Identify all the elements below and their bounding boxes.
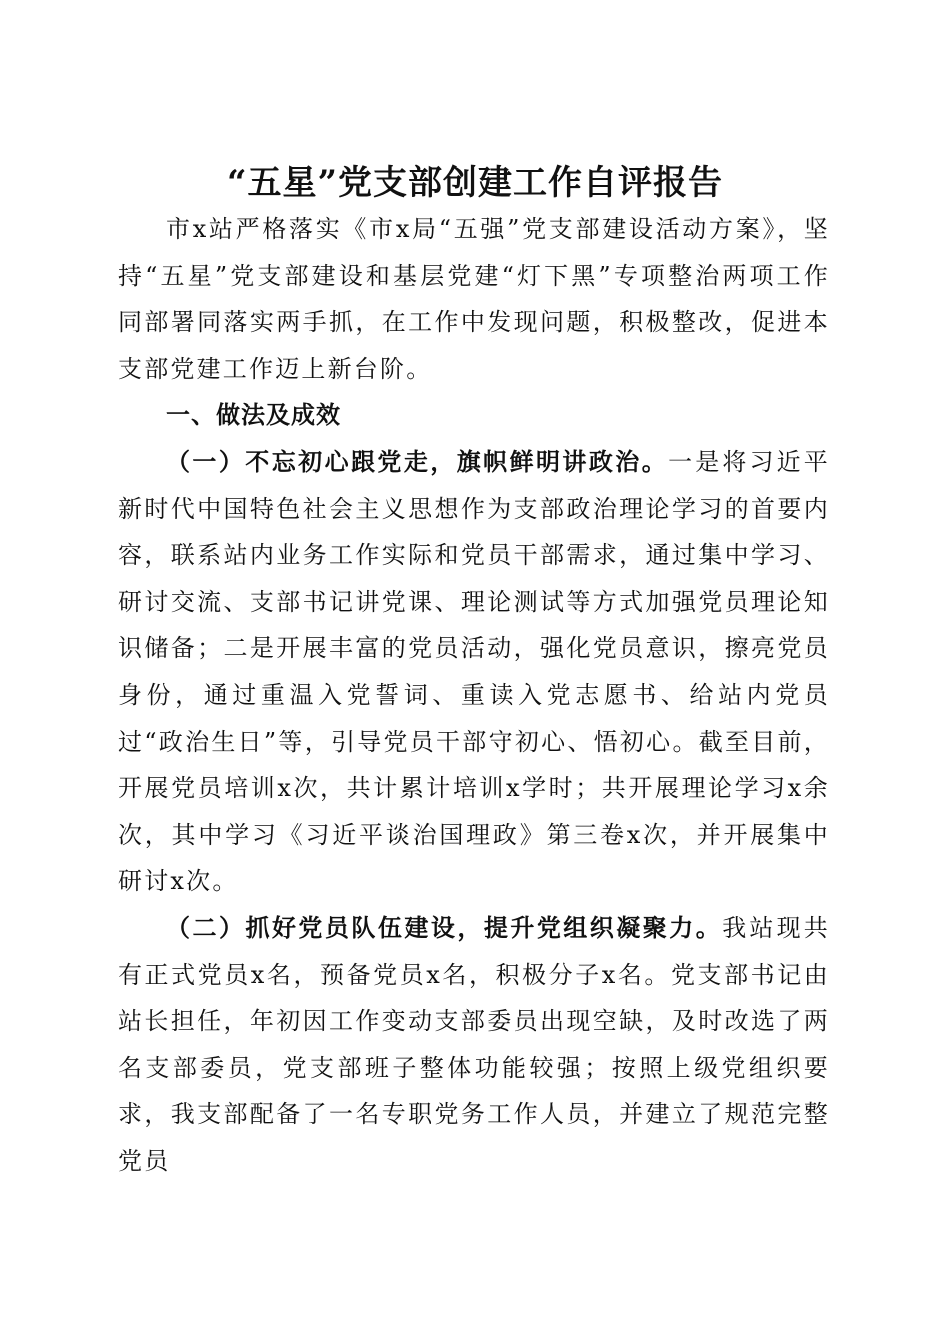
document-title: “五星”党支部创建工作自评报告 [226, 162, 724, 203]
subsection-lead-2: （二）抓好党员队伍建设，提升党组织凝聚力。 [166, 912, 723, 942]
subsection-lead-1: （一）不忘初心跟党走，旗帜鲜明讲政治。 [166, 446, 669, 476]
subsection-paragraph-2 [118, 905, 830, 1185]
document-body [118, 206, 830, 1184]
subsection-paragraph-1 [118, 439, 830, 905]
subsection-text-1: 一是将习近平新时代中国特色社会主义思想作为支部政治理论学习的首要内容，联系站内业务工作实际和党员干部需求，通过集中学习、研讨交流、支部书记讲党课、理论测试等方式加强党员理论知识储备；二是开展丰富的党员活动，强化党员意识，擦亮党员身份，通过重温入党誓词、重读入党志愿书、给站内党员过“政治生日”等，引导党员干部守初心、悟初心。截至目前，开展党员培训x次，共计累计培训x学时；共开展理论学习x余次，其中学习《习近平谈治国理政》第三卷x次，并开展集中研讨x次。 [118, 447, 831, 896]
subsection-text-2: 我站现共有正式党员x名，预备党员x名，积极分子x名。党支部书记由站长担任，年初因工作变动支部委员出现空缺，及时改选了两名支部委员，党支部班子整体功能较强；按照上级党组织要求，我支部配备了一名专职党务工作人员，并建立了规范完整党员 [118, 913, 830, 1175]
section-heading-1: 一、做法及成效 [166, 401, 341, 430]
intro-paragraph: 市x站严格落实《市x局“五强”党支部建设活动方案》，坚持“五星”党支部建设和基层党建“灯下黑”专项整治两项工作同部署同落实两手抓，在工作中发现问题，积极整改，促进本支部党建工作迈上新台阶。 [118, 215, 830, 383]
